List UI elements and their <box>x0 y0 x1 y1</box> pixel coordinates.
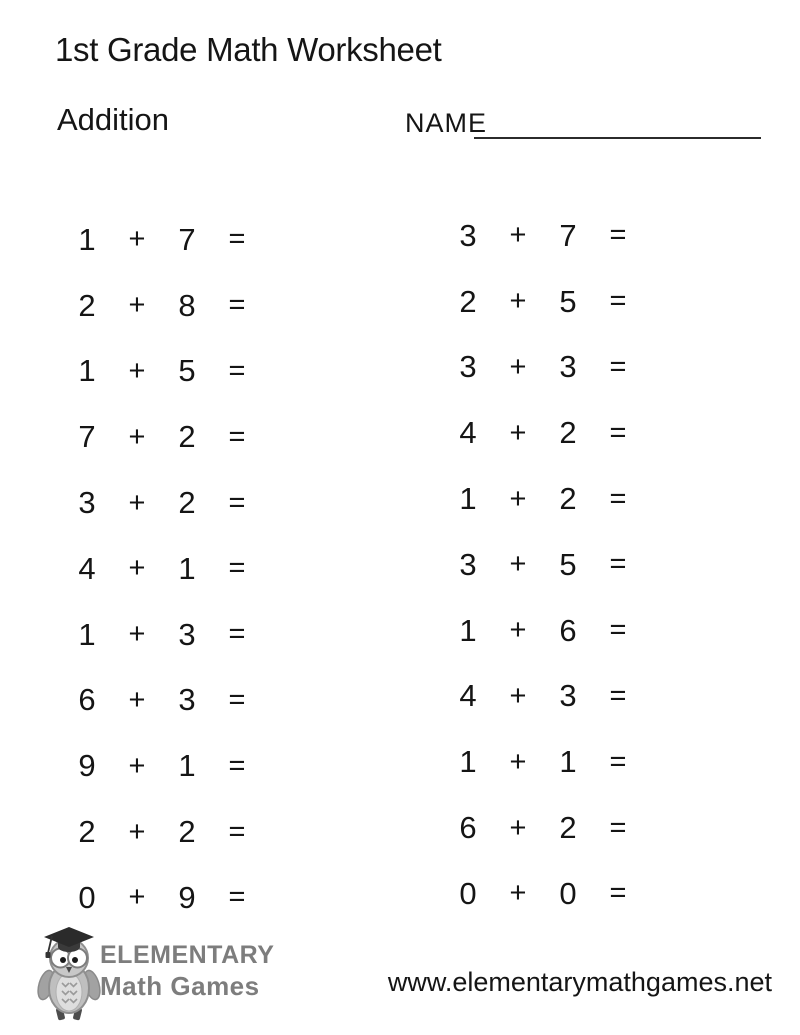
operand-a: 2 <box>459 283 477 319</box>
problems-column-left <box>62 207 262 931</box>
problem-row <box>443 795 643 861</box>
equals-sign: = <box>228 420 246 453</box>
plus-sign: + <box>509 548 527 581</box>
operand-b: 1 <box>178 748 196 784</box>
plus-sign: + <box>128 420 146 453</box>
equals-sign: = <box>228 552 246 585</box>
operand-a: 7 <box>78 419 96 455</box>
problem-row <box>443 729 643 795</box>
equals-sign: = <box>609 811 627 844</box>
problem-row <box>443 861 643 927</box>
plus-sign: + <box>128 683 146 716</box>
problem-row <box>62 404 262 470</box>
operand-b: 3 <box>559 678 577 714</box>
operand-b: 5 <box>178 353 196 389</box>
operand-a: 6 <box>78 682 96 718</box>
equals-sign: = <box>228 815 246 848</box>
plus-sign: + <box>128 815 146 848</box>
plus-sign: + <box>509 285 527 318</box>
plus-sign: + <box>509 350 527 383</box>
plus-sign: + <box>509 745 527 778</box>
problem-row <box>443 269 643 335</box>
problem-row <box>443 532 643 598</box>
operand-b: 1 <box>559 744 577 780</box>
operand-b: 3 <box>178 616 196 652</box>
operand-b: 5 <box>559 546 577 582</box>
name-label: NAME <box>405 108 488 138</box>
logo-text-line2: Math Games <box>100 971 260 1001</box>
problem-row <box>443 664 643 730</box>
equals-sign: = <box>228 749 246 782</box>
equals-sign: = <box>609 745 627 778</box>
operand-b: 0 <box>559 875 577 911</box>
operand-a: 1 <box>459 744 477 780</box>
problem-row <box>62 273 262 339</box>
plus-sign: + <box>509 614 527 647</box>
plus-sign: + <box>509 679 527 712</box>
equals-sign: = <box>609 285 627 318</box>
equals-sign: = <box>228 289 246 322</box>
equals-sign: = <box>609 350 627 383</box>
operand-a: 3 <box>459 546 477 582</box>
operand-a: 4 <box>459 678 477 714</box>
equals-sign: = <box>609 679 627 712</box>
operand-a: 0 <box>459 875 477 911</box>
operand-a: 2 <box>78 814 96 850</box>
operand-b: 9 <box>178 879 196 915</box>
operand-a: 4 <box>459 415 477 451</box>
operand-a: 4 <box>78 550 96 586</box>
operand-a: 1 <box>78 353 96 389</box>
operand-b: 2 <box>559 810 577 846</box>
operand-a: 1 <box>78 221 96 257</box>
operand-b: 2 <box>178 814 196 850</box>
equals-sign: = <box>609 614 627 647</box>
equals-sign: = <box>609 219 627 252</box>
equals-sign: = <box>609 416 627 449</box>
operand-a: 3 <box>459 217 477 253</box>
equals-sign: = <box>609 548 627 581</box>
operand-b: 7 <box>178 221 196 257</box>
problem-row <box>62 536 262 602</box>
operand-b: 2 <box>559 481 577 517</box>
equals-sign: = <box>228 881 246 914</box>
operand-b: 1 <box>178 550 196 586</box>
operand-b: 2 <box>178 419 196 455</box>
plus-sign: + <box>128 749 146 782</box>
operand-a: 9 <box>78 748 96 784</box>
plus-sign: + <box>128 486 146 519</box>
problem-row <box>443 466 643 532</box>
operand-b: 8 <box>178 287 196 323</box>
problems-column-right <box>443 203 643 927</box>
operand-a: 3 <box>459 349 477 385</box>
plus-sign: + <box>128 618 146 651</box>
operand-b: 2 <box>559 415 577 451</box>
problem-row <box>62 602 262 668</box>
problem-row <box>62 207 262 273</box>
problem-row <box>62 733 262 799</box>
equals-sign: = <box>228 223 246 256</box>
plus-sign: + <box>509 811 527 844</box>
plus-sign: + <box>128 354 146 387</box>
worksheet-subtitle: Addition <box>57 102 170 137</box>
page-title: 1st Grade Math Worksheet <box>55 31 442 68</box>
operand-b: 2 <box>178 485 196 521</box>
operand-a: 0 <box>78 879 96 915</box>
plus-sign: + <box>509 416 527 449</box>
equals-sign: = <box>609 482 627 515</box>
plus-sign: + <box>128 289 146 322</box>
name-blank-line <box>474 137 761 139</box>
equals-sign: = <box>228 618 246 651</box>
problem-row <box>62 865 262 931</box>
problem-row <box>62 339 262 405</box>
plus-sign: + <box>128 881 146 914</box>
operand-a: 2 <box>78 287 96 323</box>
problem-row <box>62 470 262 536</box>
problem-row <box>443 400 643 466</box>
plus-sign: + <box>509 482 527 515</box>
operand-a: 3 <box>78 485 96 521</box>
operand-b: 6 <box>559 612 577 648</box>
operand-a: 1 <box>78 616 96 652</box>
plus-sign: + <box>128 552 146 585</box>
operand-b: 5 <box>559 283 577 319</box>
operand-b: 3 <box>559 349 577 385</box>
website-url: www.elementarymathgames.net <box>387 967 772 997</box>
operand-a: 1 <box>459 481 477 517</box>
operand-a: 6 <box>459 810 477 846</box>
plus-sign: + <box>509 219 527 252</box>
problem-row <box>443 598 643 664</box>
logo-text-line1: ELEMENTARY <box>100 941 275 969</box>
owl-graduation-cap-icon <box>37 925 101 1021</box>
operand-a: 1 <box>459 612 477 648</box>
operand-b: 7 <box>559 217 577 253</box>
operand-b: 3 <box>178 682 196 718</box>
problem-row <box>62 799 262 865</box>
problem-row <box>443 203 643 269</box>
equals-sign: = <box>228 486 246 519</box>
problem-row <box>443 335 643 401</box>
equals-sign: = <box>228 354 246 387</box>
problem-row <box>62 668 262 734</box>
plus-sign: + <box>509 877 527 910</box>
equals-sign: = <box>228 683 246 716</box>
equals-sign: = <box>609 877 627 910</box>
plus-sign: + <box>128 223 146 256</box>
